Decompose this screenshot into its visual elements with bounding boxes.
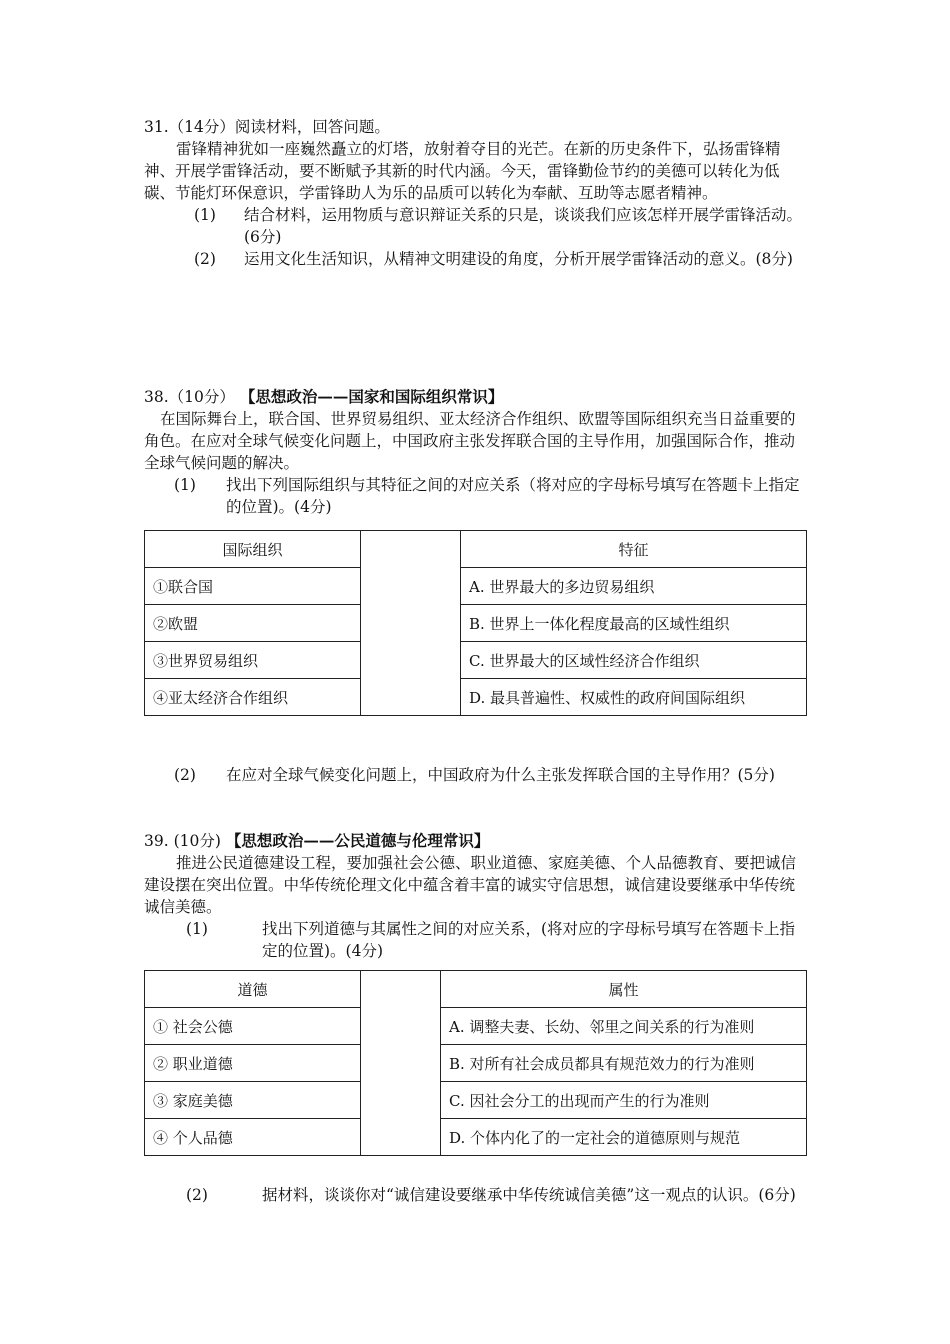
q39-table [144, 970, 807, 1156]
q39-header-number: 39. (10分) [144, 832, 221, 850]
q38-header [144, 386, 808, 408]
q38-table [144, 530, 807, 716]
q39-material: 推进公民道德建设工程，要加强社会公德、职业道德、家庭美德、个人品德教育、要把诚信建设摆在突出位置。中华传统伦理文化中蕴含着丰富的诚实守信思想，诚信建设要继承中华传统诚信美德。 [144, 854, 797, 916]
q31-header: 31.（14分）阅读材料，回答问题。 [144, 118, 390, 136]
table-cell-right: D. 最具普遍性、权威性的政府间国际组织 [461, 679, 807, 716]
q38-header-number: 38.（10分） [144, 388, 235, 406]
q39-header-title: 【思想政治——公民道德与伦理常识】 [225, 831, 490, 850]
q31-sub2-text: 运用文化生活知识，从精神文明建设的角度，分析开展学雷锋活动的意义。(8分) [244, 250, 793, 268]
question-39 [144, 830, 808, 962]
q39-sub2-number: (2) [186, 1186, 208, 1204]
table-middle-blank [361, 531, 461, 716]
table-cell-left: ④ 个人品德 [145, 1119, 361, 1156]
q31-material: 雷锋精神犹如一座巍然矗立的灯塔，放射着夺目的光芒。在新的历史条件下，弘扬雷锋精神、开展学雷锋活动，要不断赋予其新的时代内涵。今天，雷锋勤俭节约的美德可以转化为低碳、节能灯环保意识，学雷锋助人为乐的品质可以转化为奉献、互助等志愿者精神。 [144, 140, 781, 202]
table-cell-left: ④亚太经济合作组织 [145, 679, 361, 716]
table-row [145, 568, 807, 605]
q39-sub1-text: 找出下列道德与其属性之间的对应关系，(将对应的字母标号填写在答题卡上指定的位置)。(4分) [262, 920, 796, 960]
table-row [145, 1045, 807, 1082]
table-cell-left: ②欧盟 [145, 605, 361, 642]
table-cell-left: ② 职业道德 [145, 1045, 361, 1082]
table-row [145, 679, 807, 716]
table-row [145, 1082, 807, 1119]
q38-subquestion-2 [144, 764, 808, 786]
table-header-right: 属性 [441, 971, 807, 1008]
table-cell-right: A. 世界最大的多边贸易组织 [461, 568, 807, 605]
q39-subquestion-1 [144, 918, 808, 962]
q39-subquestion-2-block [144, 1184, 808, 1206]
q39-subquestion-2 [144, 1184, 808, 1206]
table-cell-left: ① 社会公德 [145, 1008, 361, 1045]
table-header-left: 道德 [145, 971, 361, 1008]
q31-subquestion-2 [144, 248, 808, 270]
table-row [145, 642, 807, 679]
q38-header-title: 【思想政治——国家和国际组织常识】 [239, 387, 504, 406]
question-31 [144, 116, 808, 270]
table-cell-left: ③ 家庭美德 [145, 1082, 361, 1119]
table-header-left: 国际组织 [145, 531, 361, 568]
q31-sub1-number: (1) [194, 206, 216, 224]
table-cell-left: ①联合国 [145, 568, 361, 605]
table-row [145, 605, 807, 642]
q38-sub2-number: (2) [174, 766, 196, 784]
q39-sub2-text: 据材料，谈谈你对“诚信建设要继承中华传统诚信美德”这一观点的认识。(6分) [262, 1186, 796, 1204]
q31-sub2-number: (2) [194, 250, 216, 268]
table-cell-right: D. 个体内化了的一定社会的道德原则与规范 [441, 1119, 807, 1156]
table-header-right: 特征 [461, 531, 807, 568]
q31-sub1-text: 结合材料，运用物质与意识辩证关系的只是，谈谈我们应该怎样开展学雷锋活动。(6分) [244, 206, 803, 246]
table-cell-right: C. 因社会分工的出现而产生的行为准则 [441, 1082, 807, 1119]
table-header-row [145, 531, 807, 568]
q39-sub1-number: (1) [186, 920, 208, 938]
q39-header [144, 830, 808, 852]
table-row [145, 1008, 807, 1045]
table-cell-right: A. 调整夫妻、长幼、邻里之间关系的行为准则 [441, 1008, 807, 1045]
table-row [145, 1119, 807, 1156]
table-cell-right: C. 世界最大的区域性经济合作组织 [461, 642, 807, 679]
q38-sub1-text: 找出下列国际组织与其特征之间的对应关系（将对应的字母标号填写在答题卡上指定的位置)。(4分) [226, 476, 800, 516]
q38-material: 在国际舞台上，联合国、世界贸易组织、亚太经济合作组织、欧盟等国际组织充当日益重要的角色。在应对全球气候变化问题上，中国政府主张发挥联合国的主导作用，加强国际合作，推动全球气候问题的解决。 [144, 410, 796, 472]
table-middle-blank [361, 971, 441, 1156]
table-cell-right: B. 世界上一体化程度最高的区域性组织 [461, 605, 807, 642]
q38-subquestion-2-block [144, 764, 808, 786]
q38-sub1-number: (1) [174, 476, 196, 494]
question-38 [144, 386, 808, 518]
table-header-row [145, 971, 807, 1008]
q38-sub2-text: 在应对全球气候变化问题上，中国政府为什么主张发挥联合国的主导作用？(5分) [226, 766, 775, 784]
table-cell-right: B. 对所有社会成员都具有规范效力的行为准则 [441, 1045, 807, 1082]
q31-subquestion-1 [144, 204, 808, 248]
q38-subquestion-1 [144, 474, 808, 518]
table-cell-left: ③世界贸易组织 [145, 642, 361, 679]
